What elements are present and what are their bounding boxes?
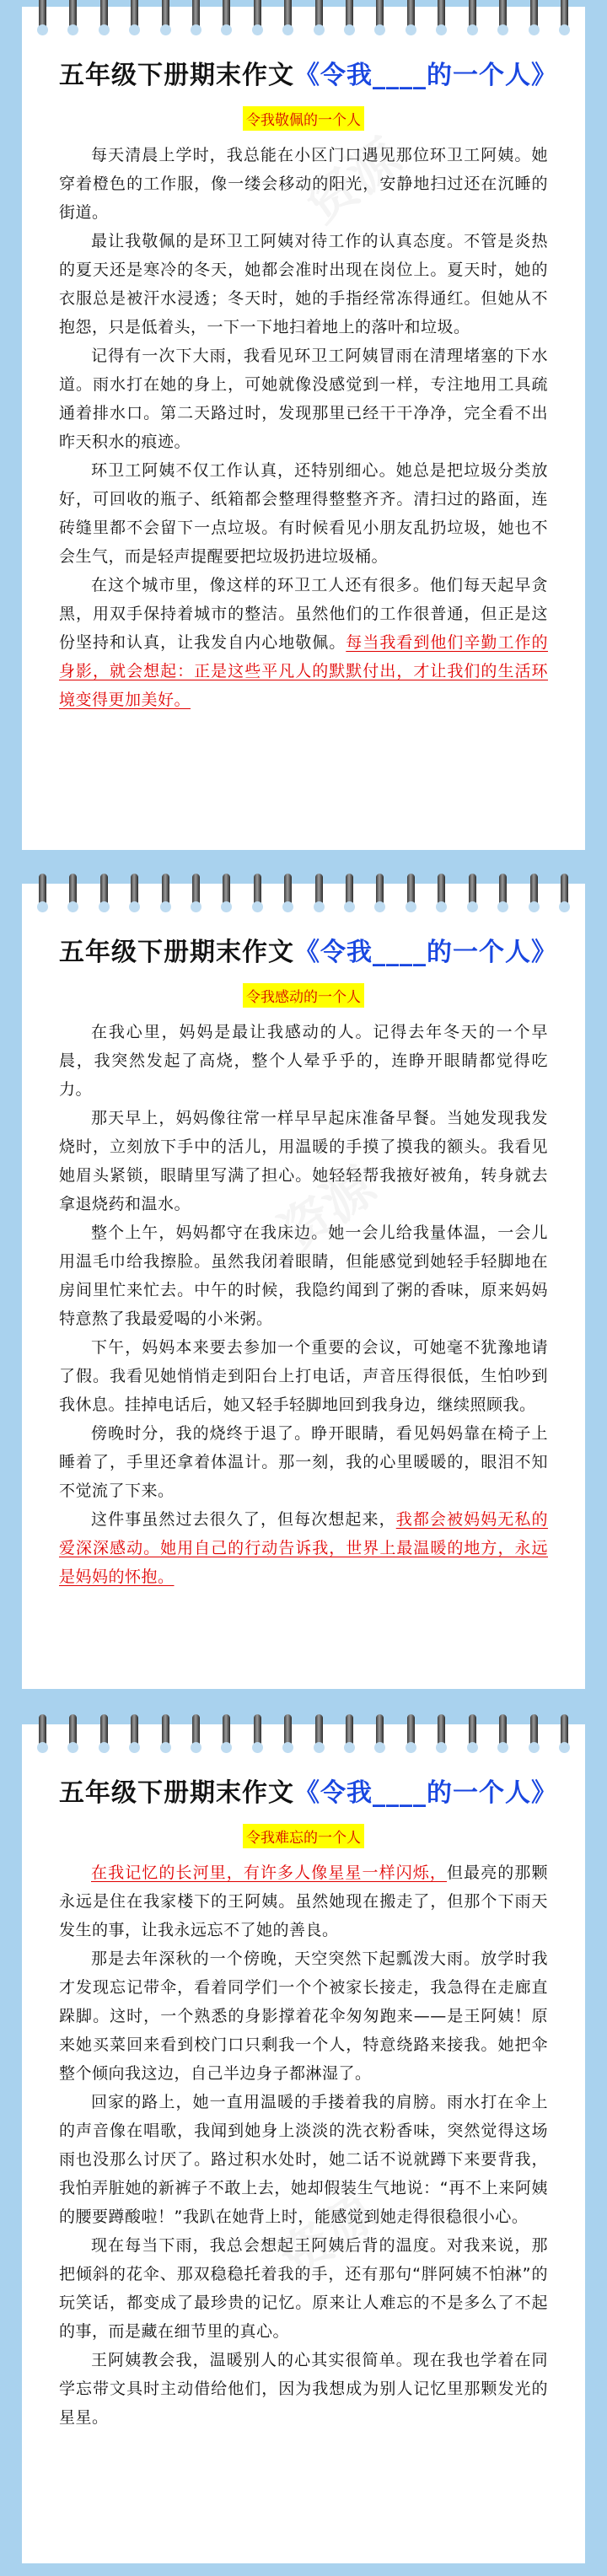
binder-ring [315, 0, 323, 30]
binder-ring [223, 0, 230, 30]
binder-ring [499, 1714, 507, 1748]
paragraph-text: 王阿姨教会我，温暖别人的心其实很简单。现在我也学着在同学忘带文具时主动借给他们，因为我想成为别人记忆里那颗发光的星星。 [59, 2351, 548, 2427]
article-title [59, 1772, 557, 1809]
binder-ring [438, 0, 445, 30]
paragraph-text: 下午，妈妈本来要去参加一个重要的会议，可她毫不犹豫地请了假。我看见她悄悄走到阳台上打电话，声音压得很低，生怕吵到我休息。挂掉电话后，她又轻手轻脚地回到我身边，继续照顾我。 [59, 1338, 548, 1414]
paragraph [59, 2231, 548, 2346]
paragraph-text: 整个上午，妈妈都守在我床边。她一会儿给我量体温，一会儿用温毛巾给我擦脸。虽然我闭着眼睛，但能感觉到她轻手轻脚地在房间里忙来忙去。中午的时候，我隐约闻到了粥的香味，原来妈妈特意熬了我最爱喝的小米粥。 [59, 1223, 548, 1328]
paragraph [59, 1018, 548, 1104]
paragraph [59, 1944, 548, 2088]
title-topic: 《令我____的一个人》 [294, 61, 557, 90]
paragraph [59, 2346, 548, 2432]
binder-ring [254, 874, 261, 907]
binder-ring [192, 1714, 200, 1748]
binder-rings [39, 874, 568, 911]
article-card-3 [22, 1724, 585, 2563]
binder-ring [69, 1714, 77, 1748]
paragraph [59, 2088, 548, 2231]
paragraph-text: 傍晚时分，我的烧终于退了。睁开眼睛，看见妈妈靠在椅子上睡着了，手里还拿着体温计。那一刻，我的心里暖暖的，眼泪不知不觉流了下来。 [59, 1424, 548, 1500]
paragraph-text: 现在每当下雨，我总会想起王阿姨后背的温度。对我来说，那把倾斜的花伞、那双稳稳托着我的手，还有那句“胖阿姨不怕淋”的玩笑话，都变成了最珍贵的记忆。原来让人难忘的不是多么了不起的事，而是藏在细节里的真心。 [59, 2236, 548, 2341]
paragraph-text: 最让我敬佩的是环卫工阿姨对待工作的认真态度。不管是炎热的夏天还是寒冷的冬天，她都会准时出现在岗位上。夏天时，她的衣服总是被汗水浸透；冬天时，她的手指经常冻得通红。但她从不抱怨，只是低着头，一下一下地扫着地上的落叶和垃圾。 [59, 232, 548, 336]
binder-ring [407, 874, 415, 907]
watermark: 资源 [269, 1157, 387, 1264]
binder-ring [254, 1714, 261, 1748]
binder-ring [561, 1714, 568, 1748]
article-body [59, 1858, 548, 2432]
binder-ring [100, 0, 108, 30]
binder-ring [499, 874, 507, 907]
highlighted-text: 我都会被妈妈无私的爱深深感动。她用自己的行动告诉我，世界上最温暖的地方，永远是妈妈的怀抱。 [59, 1510, 548, 1586]
binder-ring [284, 874, 292, 907]
paragraph-text: 这件事虽然过去很久了，但每次想起来， [91, 1510, 396, 1529]
binder-ring [376, 1714, 384, 1748]
binder-ring [162, 874, 169, 907]
binder-rings [39, 0, 568, 34]
binder-ring [469, 0, 476, 30]
paragraph-text: 那是去年深秋的一个傍晚，天空突然下起瓢泼大雨。放学时我才发现忘记带伞，看着同学们一个个被家长接走，我急得在走廊直跺脚。这时，一个熟悉的身影撑着花伞匆匆跑来——是王阿姨！原来她买菜回来看到校门口只剩我一个人，特意绕路来接我。她把伞整个倾向我这边，自己半边身子都淋湿了。 [59, 1949, 548, 2083]
highlighted-text: 在我记忆的长河里，有许多人像星星一样闪烁， [91, 1863, 447, 1882]
binder-ring [192, 874, 200, 907]
binder-ring [530, 874, 538, 907]
binder-ring [162, 0, 169, 30]
paragraph [59, 571, 548, 714]
title-topic: 《令我____的一个人》 [294, 1778, 557, 1808]
binder-ring [100, 1714, 108, 1748]
binder-ring [131, 0, 138, 30]
binder-ring [530, 1714, 538, 1748]
binder-ring [69, 0, 77, 30]
binder-ring [131, 1714, 138, 1748]
paragraph [59, 1858, 548, 1944]
paragraph [59, 141, 548, 227]
binder-ring [376, 874, 384, 907]
paragraph [59, 1505, 548, 1591]
binder-ring [530, 0, 538, 30]
binder-ring [346, 874, 353, 907]
title-prefix: 五年级下册期末作文 [59, 1778, 294, 1808]
binder-ring [223, 874, 230, 907]
binder-ring [39, 0, 46, 30]
binder-ring [499, 0, 507, 30]
paragraph-text: 回家的路上，她一直用温暖的手搂着我的肩膀。雨水打在伞上的声音像在唱歌，我闻到她身上淡淡的洗衣粉香味，突然觉得这场雨也没那么讨厌了。路过积水处时，她二话不说就蹲下来要背我，我怕弄脏她的新裤子不敢上去，她却假装生气地说：“再不上来阿姨的腰要蹲酸啦！”我趴在她背上时，能感觉到她走得很稳很小心。 [59, 2093, 548, 2226]
watermark: 资源 [294, 128, 412, 235]
watermark: 资源 [269, 2183, 387, 2290]
binder-ring [407, 1714, 415, 1748]
binder-ring [438, 874, 445, 907]
binder-ring [254, 0, 261, 30]
paragraph-text: 记得有一次下大雨，我看见环卫工阿姨冒雨在清理堵塞的下水道。雨水打在她的身上，可她就像没感觉到一样，专注地用工具疏通着排水口。第二天路过时，发现那里已经干干净净，完全看不出昨天积水的痕迹。 [59, 347, 548, 451]
binder-rings [39, 1714, 568, 1751]
paragraph [59, 1104, 548, 1218]
paragraph-text: 在我心里，妈妈是最让我感动的人。记得去年冬天的一个早晨，我突然发起了高烧，整个人晕乎乎的，连睁开眼睛都觉得吃力。 [59, 1023, 548, 1099]
highlighted-text: 每当我看到他们辛勤工作的身影，就会想起：正是这些平凡人的默默付出，才让我们的生活环境变得更加美好。 [59, 633, 548, 709]
title-prefix: 五年级下册期末作文 [59, 61, 294, 90]
binder-ring [39, 874, 46, 907]
binder-ring [223, 1714, 230, 1748]
paragraph [59, 1333, 548, 1419]
paragraph [59, 456, 548, 571]
binder-ring [162, 1714, 169, 1748]
binder-ring [346, 0, 353, 30]
paragraph [59, 1218, 548, 1333]
paragraph [59, 1419, 548, 1505]
binder-ring [561, 874, 568, 907]
binder-ring [192, 0, 200, 30]
paragraph [59, 227, 548, 341]
binder-ring [39, 1714, 46, 1748]
binder-ring [69, 874, 77, 907]
binder-ring [346, 1714, 353, 1748]
binder-ring [469, 1714, 476, 1748]
article-card-2 [22, 884, 585, 1689]
binder-ring [131, 874, 138, 907]
binder-ring [469, 874, 476, 907]
title-topic: 《令我____的一个人》 [294, 938, 557, 967]
paragraph-text: 在这个城市里，像这样的环卫工人还有很多。他们每天起早贪黑，用双手保持着城市的整洁。虽然他们的工作很普通，但正是这份坚持和认真，让我发自内心地敬佩。 [59, 576, 548, 652]
article-subtitle: 令我感动的一个人 [243, 983, 364, 1008]
article-subtitle: 令我敬佩的一个人 [243, 106, 364, 131]
article-card-1 [22, 7, 585, 850]
binder-ring [100, 874, 108, 907]
binder-ring [284, 0, 292, 30]
article-body [59, 1018, 548, 1591]
binder-ring [315, 874, 323, 907]
title-prefix: 五年级下册期末作文 [59, 938, 294, 967]
binder-ring [438, 1714, 445, 1748]
binder-ring [561, 0, 568, 30]
binder-ring [284, 1714, 292, 1748]
article-subtitle: 令我难忘的一个人 [243, 1824, 364, 1848]
paragraph-text: 每天清晨上学时，我总能在小区门口遇见那位环卫工阿姨。她穿着橙色的工作服，像一缕会移动的阳光，安静地扫过还在沉睡的街道。 [59, 146, 548, 222]
paragraph [59, 341, 548, 456]
article-body [59, 141, 548, 714]
paragraph-text: 环卫工阿姨不仅工作认真，还特别细心。她总是把垃圾分类放好，可回收的瓶子、纸箱都会整理得整整齐齐。清扫过的路面，连砖缝里都不会留下一点垃圾。有时候看见小朋友乱扔垃圾，她也不会生气，而是轻声提醒要把垃圾扔进垃圾桶。 [59, 461, 548, 566]
binder-ring [376, 0, 384, 30]
paragraph-text: 那天早上，妈妈像往常一样早早起床准备早餐。当她发现我发烧时，立刻放下手中的活儿，用温暖的手摸了摸我的额头。我看见她眉头紧锁，眼睛里写满了担心。她轻轻帮我掖好被角，转身就去拿退烧药和温水。 [59, 1109, 548, 1213]
paragraph-text: 但最亮的那颗永远是住在我家楼下的王阿姨。虽然她现在搬走了，但那个下雨天发生的事，让我永远忘不了她的善良。 [59, 1863, 548, 1939]
article-title [59, 931, 557, 968]
binder-ring [407, 0, 415, 30]
article-title [59, 54, 557, 91]
binder-ring [315, 1714, 323, 1748]
